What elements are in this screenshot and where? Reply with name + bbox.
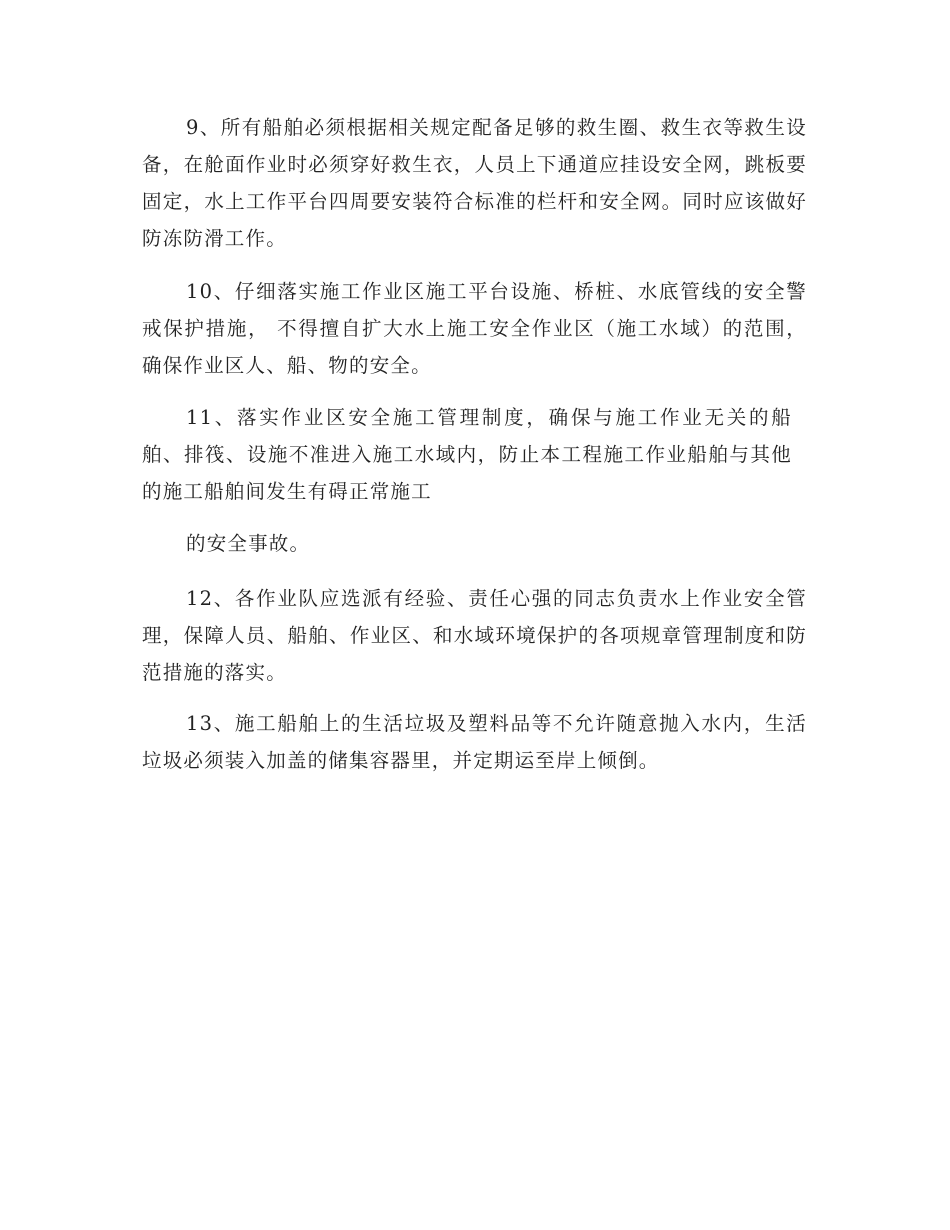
paragraph-item-12: 12、各作业队应选派有经验、责任心强的同志负责水上作业安全管理，保障人员、船舶、作业区、和水域环境保护的各项规章管理制度和防范措施的落实。 [142,587,807,684]
paragraph-item-13: 13、施工船舶上的生活垃圾及塑料品等不允许随意抛入水内，生活垃圾必须装入加盖的储集容器里，并定期运至岸上倾倒。 [142,712,807,772]
paragraph-item-11-continuation: 的安全事故。 [186,532,311,555]
paragraph-item-9: 9、所有船舶必须根据相关规定配备足够的救生圈、救生衣等救生设备，在舱面作业时必须穿好救生衣，人员上下通道应挂设安全网，跳板要固定，水上工作平台四周要安装符合标准的栏杆和安全网。同时应该做好防冻防滑工作。 [142,116,807,250]
paragraph-item-11: 11、落实作业区安全施工管理制度，确保与施工作业无关的船舶、排筏、设施不准进入施工水域内，防止本工程施工作业船舶与其他的施工船舶间发生有碍正常施工 [142,406,792,503]
paragraph-item-10: 10、仔细落实施工作业区施工平台设施、桥桩、水底管线的安全警戒保护措施， 不得擅自扩大水上施工安全作业区（施工水域）的范围，确保作业区人、船、物的安全。 [142,280,807,377]
